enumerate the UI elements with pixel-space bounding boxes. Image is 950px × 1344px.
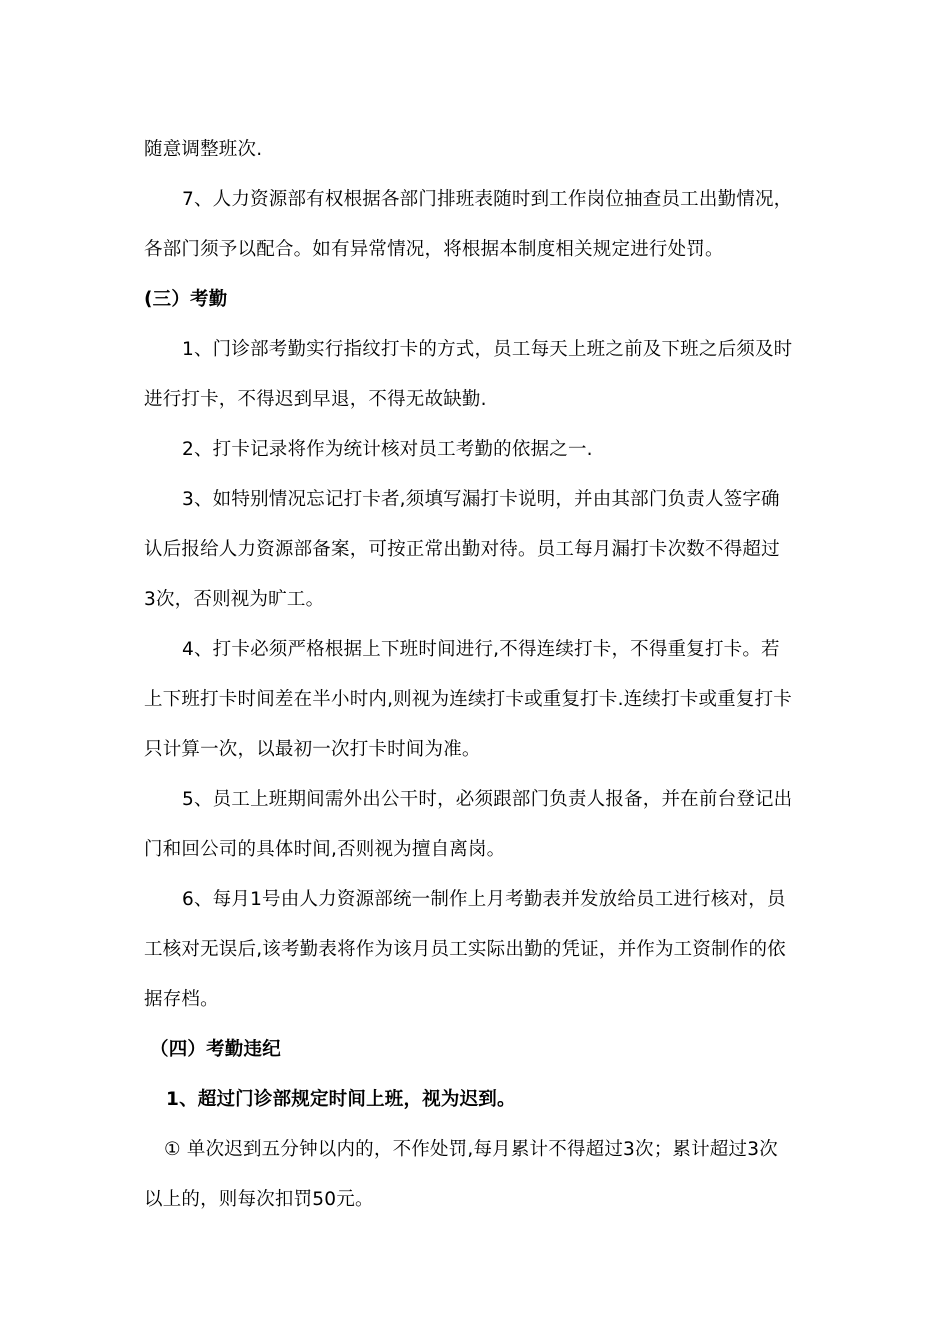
- paragraph-line: 门和回公司的具体时间,否则视为擅自离岗。: [144, 839, 506, 860]
- item-heading: 1、超过门诊部规定时间上班，视为迟到。: [166, 1089, 516, 1110]
- paragraph-line: 7、人力资源部有权根据各部门排班表随时到工作岗位抽查员工出勤情况，: [182, 189, 793, 210]
- paragraph-line: 4、打卡必须严格根据上下班时间进行,不得连续打卡，不得重复打卡。若: [182, 639, 780, 660]
- paragraph-line: 5、员工上班期间需外出公干时，必须跟部门负责人报备，并在前台登记出: [182, 789, 793, 810]
- paragraph-line: 2、打卡记录将作为统计核对员工考勤的依据之一.: [182, 439, 593, 460]
- paragraph-line: 进行打卡，不得迟到早退，不得无故缺勤.: [144, 389, 487, 410]
- paragraph-line: 6、每月1号由人力资源部统一制作上月考勤表并发放给员工进行核对，员: [182, 889, 786, 910]
- paragraph-line: 各部门须予以配合。如有异常情况，将根据本制度相关规定进行处罚。: [144, 239, 724, 260]
- paragraph-line: 只计算一次，以最初一次打卡时间为准。: [144, 739, 481, 760]
- paragraph-line: 工核对无误后,该考勤表将作为该月员工实际出勤的凭证，并作为工资制作的依: [144, 939, 786, 960]
- paragraph-line: 3次，否则视为旷工。: [144, 589, 325, 610]
- paragraph-line: 认后报给人力资源部备案，可按正常出勤对待。员工每月漏打卡次数不得超过: [144, 539, 780, 560]
- section-heading: （四）考勤违纪: [150, 1039, 281, 1060]
- paragraph-line: 据存档。: [144, 989, 219, 1010]
- paragraph-line: 随意调整班次.: [144, 139, 263, 160]
- paragraph-line: 上下班打卡时间差在半小时内,则视为连续打卡或重复打卡.连续打卡或重复打卡: [144, 689, 792, 710]
- paragraph-line: ① 单次迟到五分钟以内的，不作处罚,每月累计不得超过3次；累计超过3次: [164, 1139, 778, 1160]
- section-heading: (三）考勤: [144, 289, 228, 310]
- paragraph-line: 1、门诊部考勤实行指纹打卡的方式，员工每天上班之前及下班之后须及时: [182, 339, 793, 360]
- paragraph-line: 3、如特别情况忘记打卡者,须填写漏打卡说明，并由其部门负责人签字确: [182, 489, 780, 510]
- paragraph-line: 以上的，则每次扣罚50元。: [144, 1189, 374, 1210]
